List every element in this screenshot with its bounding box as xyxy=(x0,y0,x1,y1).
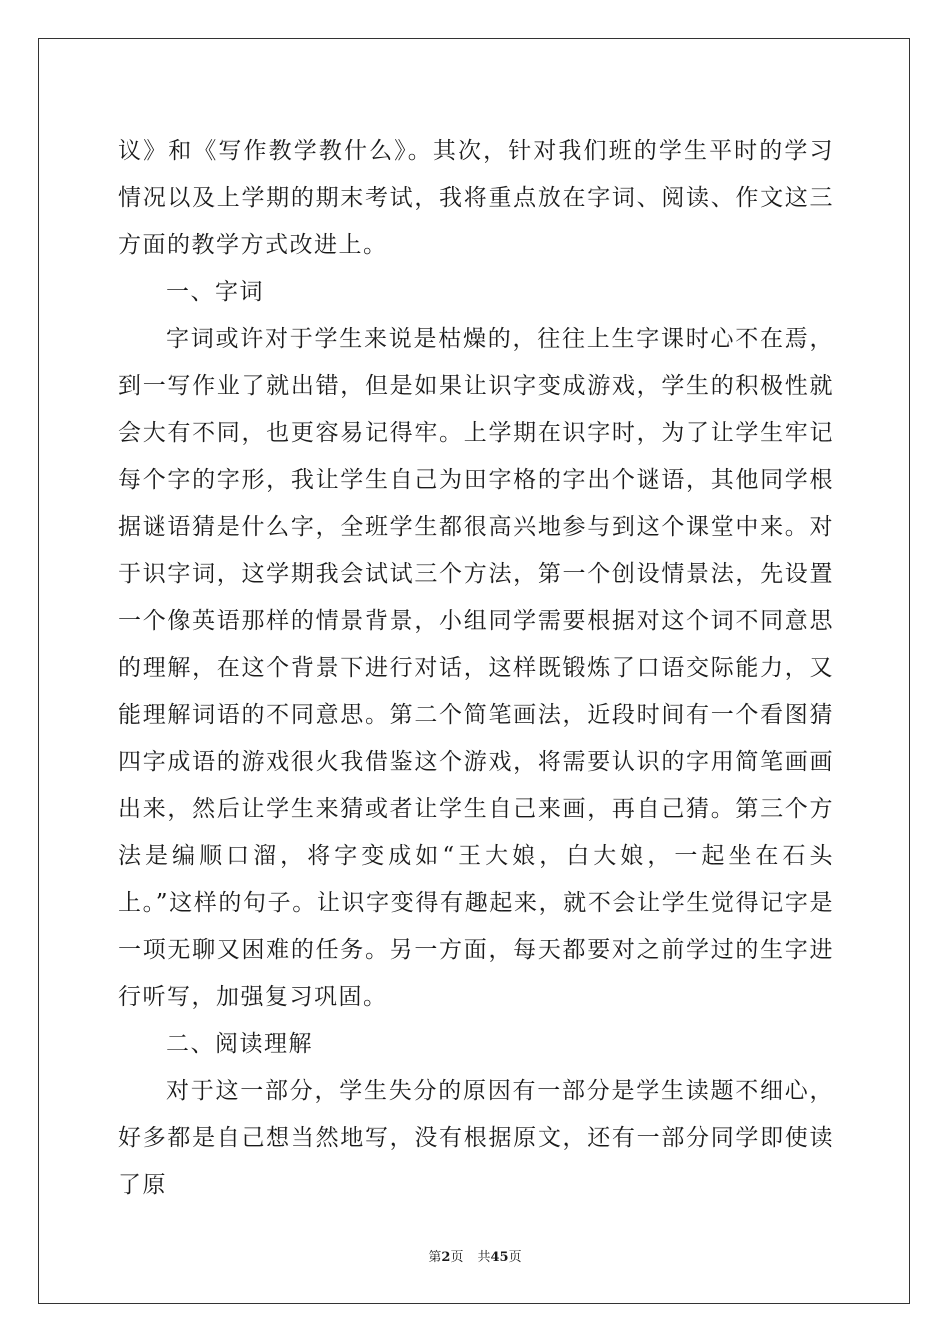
paragraph-reading: 对于这一部分，学生失分的原因有一部分是学生读题不细心，好多都是自己想当然地写，没有根据原文，还有一部分同学即使读了原 xyxy=(118,1078,834,1198)
page-prefix: 第 xyxy=(428,1250,442,1265)
total-pages: 45 xyxy=(490,1250,509,1265)
total-prefix: 共 xyxy=(477,1250,491,1265)
document-body xyxy=(118,128,834,1209)
page-footer xyxy=(0,1246,950,1265)
total-suffix: 页 xyxy=(508,1250,522,1265)
paragraph-vocabulary: 字词或许对于学生来说是枯燥的，往往上生字课时心不在焉，到一写作业了就出错，但是如果让识字变成游戏，学生的积极性就会大有不同，也更容易记得牢。上学期在识字时，为了让学生牢记每个字的字形，我让学生自己为田字格的字出个谜语，其他同学根据谜语猜是什么字，全班学生都很高兴地参与到这个课堂中来。对于识字词，这学期我会试试三个方法，第一个创设情景法，先设置一个像英语那样的情景背景，小组同学需要根据对这个词不同意思的理解，在这个背景下进行对话，这样既锻炼了口语交际能力，又能理解词语的不同意思。第二个简笔画法，近段时间有一个看图猜四字成语的游戏很火我借鉴这个游戏，将需要认识的字用简笔画画出来，然后让学生来猜或者让学生自己来画，再自己猜。第三个方法是编顺口溜，将字变成如“王大娘，白大娘，一起坐在石头上。”这样的句子。让识字变得有趣起来，就不会让学生觉得记字是一项无聊又困难的任务。另一方面，每天都要对之前学过的生字进行听写，加强复习巩固。 xyxy=(118,326,834,1010)
page-suffix: 页 xyxy=(450,1250,464,1265)
section-heading-reading: 二、阅读理解 xyxy=(166,1031,313,1057)
section-heading-vocabulary: 一、字词 xyxy=(166,279,264,305)
page-number: 2 xyxy=(441,1250,451,1265)
paragraph-intro: 议》和《写作教学教什么》。其次，针对我们班的学生平时的学习情况以及上学期的期末考试，我将重点放在字词、阅读、作文这三方面的教学方式改进上。 xyxy=(118,138,834,258)
